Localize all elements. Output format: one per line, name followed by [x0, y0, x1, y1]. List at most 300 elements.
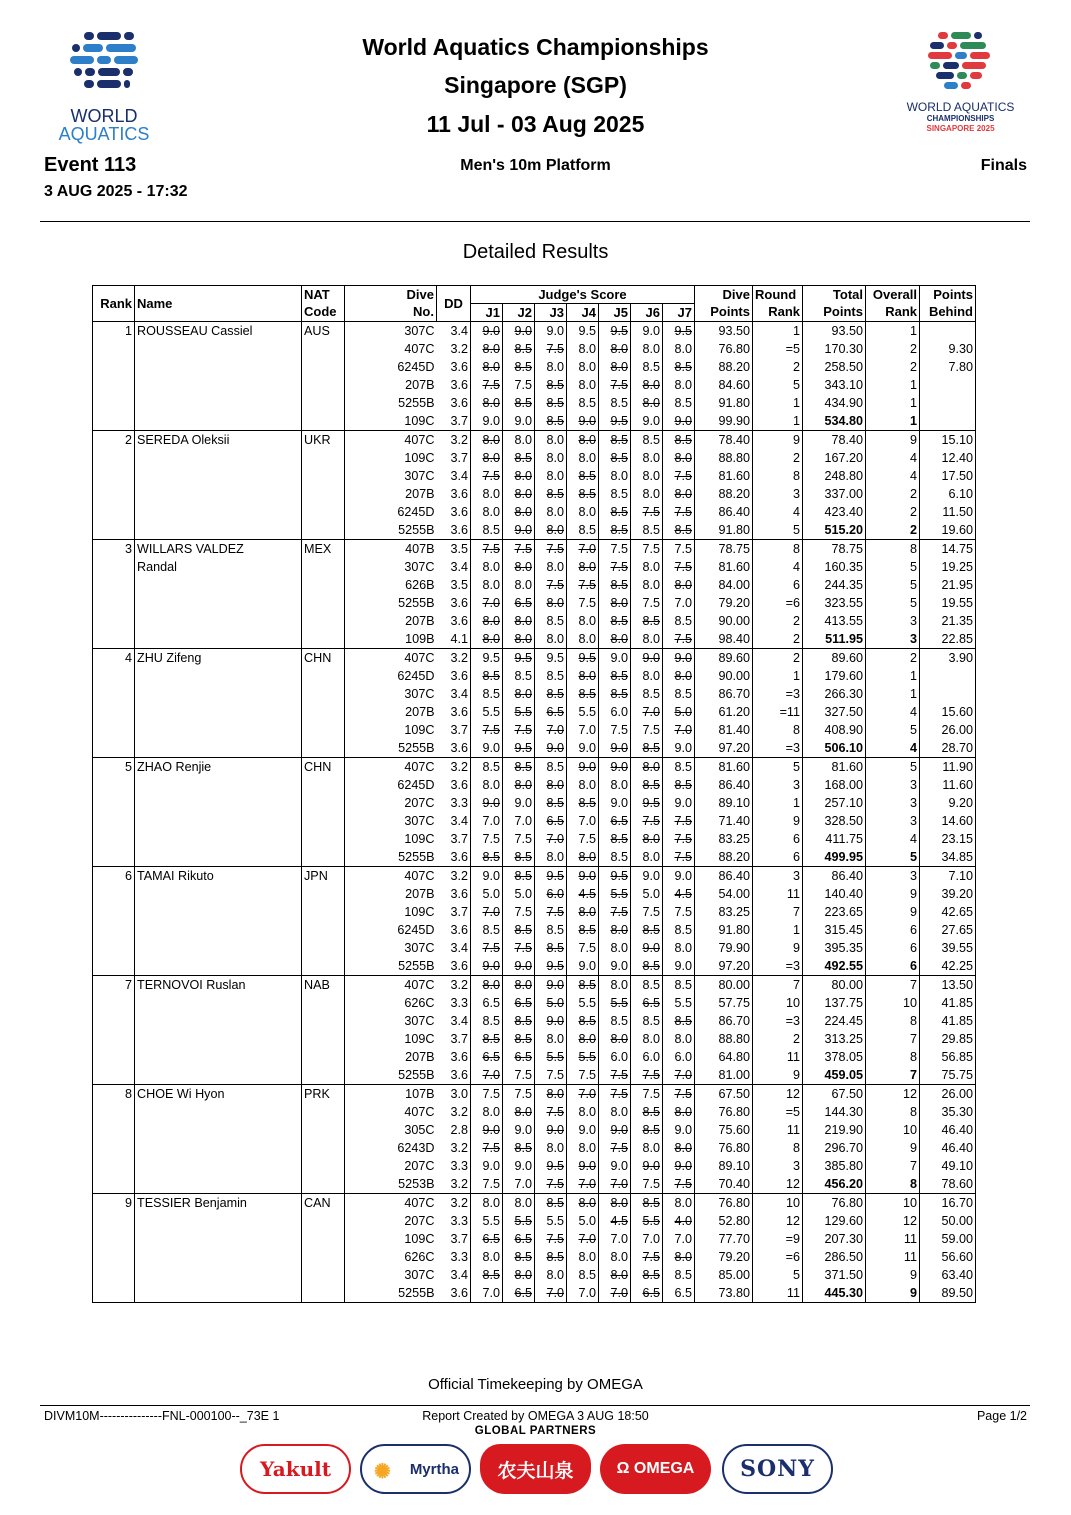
judge-score-j7	[663, 358, 695, 376]
athlete-nat: CAN	[302, 1194, 345, 1213]
judge-score-j5: 9.0	[599, 794, 631, 812]
dive-number: 5255B	[345, 1284, 437, 1303]
dive-points: 81.60	[695, 467, 753, 485]
judge-score-j1: 8.5	[471, 685, 503, 703]
dive-number: 207C	[345, 794, 437, 812]
discarded-score: 8.0	[514, 613, 532, 628]
discarded-score: 8.0	[546, 522, 564, 537]
dive-points: 89.10	[695, 1157, 753, 1175]
athlete-name: ZHU Zifeng	[135, 649, 302, 668]
athlete-nat	[302, 1248, 345, 1266]
overall-rank: 2	[866, 340, 920, 358]
discarded-score: 8.0	[610, 922, 628, 937]
judge-score-j7: 9.0	[663, 957, 695, 976]
overall-rank: 10	[866, 1121, 920, 1139]
judge-score-j1	[471, 540, 503, 559]
discarded-score: 7.5	[642, 1249, 660, 1264]
judge-score-j1	[471, 1266, 503, 1284]
judge-score-j7: 8.5	[663, 758, 695, 777]
dive-row	[93, 485, 976, 503]
judge-score-j4: 8.0	[567, 776, 599, 794]
dive-dd: 3.6	[437, 1284, 471, 1303]
round-rank: =5	[753, 1103, 803, 1121]
judge-score-j7	[663, 630, 695, 649]
judge-score-j3	[535, 794, 567, 812]
discarded-score: 4.5	[578, 886, 596, 901]
judge-score-j1: 8.0	[471, 558, 503, 576]
athlete-rank	[93, 1030, 135, 1048]
discarded-score: 8.5	[642, 1122, 660, 1137]
judge-score-j3: 8.0	[535, 558, 567, 576]
judge-score-j6	[631, 830, 663, 848]
dive-number: 109C	[345, 1230, 437, 1248]
judge-score-j6	[631, 776, 663, 794]
judge-score-j3: 8.0	[535, 503, 567, 521]
discarded-score: 9.0	[674, 1158, 692, 1173]
discarded-score: 8.5	[642, 1267, 660, 1282]
athlete-name	[135, 612, 302, 630]
points-behind: 27.65	[920, 921, 976, 939]
judge-score-j5	[599, 412, 631, 431]
dive-row	[93, 1284, 976, 1303]
judge-score-j2	[503, 776, 535, 794]
judge-score-j1: 9.0	[471, 739, 503, 758]
athlete-nat	[302, 576, 345, 594]
dive-dd: 3.6	[450, 359, 468, 374]
discarded-score: 8.0	[514, 486, 532, 501]
sponsor-myrtha-text: Myrtha	[409, 1460, 459, 1478]
dive-number: 5255B	[345, 739, 437, 758]
judge-score-j3	[535, 1284, 567, 1303]
judge-score-j2: 8.0	[503, 576, 535, 594]
judge-score-j1: 8.0	[471, 503, 503, 521]
athlete-name	[135, 1157, 302, 1175]
dive-row	[93, 812, 976, 830]
dive-row	[93, 340, 976, 358]
dive-dd: 3.6	[450, 886, 468, 901]
dive-points: 81.60	[695, 758, 753, 777]
judge-score-j5: 8.0	[599, 939, 631, 957]
championship-title: World Aquatics Championships	[362, 34, 709, 60]
dive-row	[93, 867, 976, 886]
judge-score-j3	[535, 685, 567, 703]
discarded-score: 6.5	[514, 1231, 532, 1246]
discarded-score: 8.0	[610, 1267, 628, 1282]
judge-score-j7	[663, 1066, 695, 1085]
athlete-nat	[302, 1230, 345, 1248]
discarded-score: 7.5	[610, 1086, 628, 1101]
overall-rank: 3	[866, 794, 920, 812]
discarded-score: 9.0	[546, 740, 564, 755]
points-behind: 11.90	[920, 758, 976, 777]
judge-score-j6	[631, 921, 663, 939]
dive-number: 5255B	[345, 1066, 437, 1085]
judge-score-j6: 7.5	[631, 1175, 663, 1194]
judge-score-j1: 5.5	[471, 703, 503, 721]
judge-score-j6	[631, 1212, 663, 1230]
discarded-score: 6.5	[546, 704, 564, 719]
judge-score-j4: 9.0	[567, 1121, 599, 1139]
total-points: 137.75	[803, 994, 866, 1012]
points-behind: 42.65	[920, 903, 976, 921]
dive-points: 91.80	[695, 521, 753, 540]
athlete-rank	[93, 921, 135, 939]
sponsor-nongfu-logo: 农夫山泉	[480, 1444, 591, 1494]
judge-score-j3	[535, 1048, 567, 1066]
judge-score-j1	[471, 903, 503, 921]
judge-score-j1: 7.5	[471, 1085, 503, 1104]
judge-score-j5	[599, 1194, 631, 1213]
dive-points: 79.20	[695, 594, 753, 612]
discarded-score: 7.5	[546, 541, 564, 556]
judge-score-j6	[631, 394, 663, 412]
discarded-score: 8.5	[482, 1267, 500, 1282]
points-behind: 19.25	[920, 558, 976, 576]
athlete-name	[135, 358, 302, 376]
overall-rank: 2	[866, 521, 920, 540]
athlete-name: WILLARS VALDEZ	[135, 540, 302, 559]
athlete-rank	[93, 1266, 135, 1284]
athlete-nat: CHN	[302, 758, 345, 777]
judge-score-j7: 9.0	[663, 867, 695, 886]
discarded-score: 8.5	[674, 1013, 692, 1028]
athlete-rank	[93, 739, 135, 758]
judge-score-j7: 9.0	[663, 1121, 695, 1139]
total-points: 411.75	[803, 830, 866, 848]
discarded-score: 8.0	[514, 1267, 532, 1282]
discarded-score: 7.0	[674, 1067, 692, 1082]
round-rank: 1	[753, 322, 803, 341]
discarded-score: 8.5	[642, 777, 660, 792]
discarded-score: 7.5	[674, 631, 692, 646]
dive-points: 75.60	[695, 1121, 753, 1139]
discarded-score: 8.5	[514, 1249, 532, 1264]
dive-points: 83.25	[695, 903, 753, 921]
points-behind: 56.60	[920, 1248, 976, 1266]
dive-row	[93, 1175, 976, 1194]
athlete-rank	[93, 612, 135, 630]
points-behind: 89.50	[920, 1284, 976, 1303]
judge-score-j1: 8.0	[471, 1248, 503, 1266]
judge-score-j2: 7.0	[503, 812, 535, 830]
points-behind: 21.35	[920, 612, 976, 630]
col-points-behind-2: Behind	[920, 304, 976, 322]
judge-score-j6	[631, 758, 663, 777]
discarded-score: 8.5	[674, 359, 692, 374]
judge-score-j6	[631, 794, 663, 812]
col-dive: Dive	[345, 286, 437, 304]
footer-divider	[40, 1405, 1030, 1406]
judge-score-j2	[503, 1012, 535, 1030]
dive-number: 307C	[345, 685, 437, 703]
dive-number: 207C	[345, 1157, 437, 1175]
overall-rank: 2	[866, 503, 920, 521]
overall-rank: 3	[866, 776, 920, 794]
judge-score-j1: 7.5	[471, 1175, 503, 1194]
dive-number: 307C	[345, 1266, 437, 1284]
overall-rank: 7	[866, 1030, 920, 1048]
discarded-score: 7.5	[610, 559, 628, 574]
points-behind	[920, 685, 976, 703]
dive-row	[93, 1048, 976, 1066]
discarded-score: 8.0	[610, 1031, 628, 1046]
judge-score-j6	[631, 939, 663, 957]
myrtha-sun-icon: ✺	[374, 1461, 391, 1483]
col-j2: J2	[503, 304, 535, 322]
athlete-nat	[302, 521, 345, 540]
discarded-score: 9.5	[578, 650, 596, 665]
discarded-score: 6.5	[642, 1285, 660, 1300]
judge-score-j2	[503, 1103, 535, 1121]
dive-dd: 3.3	[450, 995, 468, 1010]
total-points: 343.10	[803, 376, 866, 394]
discarded-score: 4.0	[674, 1213, 692, 1228]
points-behind: 46.40	[920, 1139, 976, 1157]
athlete-rank	[93, 1248, 135, 1266]
col-rank: Rank	[93, 286, 135, 322]
round-rank: 2	[753, 358, 803, 376]
judge-score-j2: 8.0	[503, 1194, 535, 1213]
dive-dd: 3.5	[437, 540, 471, 559]
dive-points: 86.40	[695, 776, 753, 794]
dive-number: 109C	[345, 830, 437, 848]
judge-score-j7	[663, 521, 695, 540]
athlete-rank	[93, 685, 135, 703]
points-behind: 42.25	[920, 957, 976, 976]
discarded-score: 8.5	[514, 395, 532, 410]
dive-row	[93, 957, 976, 976]
points-behind: 15.60	[920, 703, 976, 721]
judge-score-j4: 7.5	[567, 1066, 599, 1085]
discarded-score: 8.5	[546, 940, 564, 955]
discarded-score: 7.5	[546, 577, 564, 592]
dive-number: 407C	[345, 867, 437, 886]
athlete-nat	[302, 812, 345, 830]
total-points: 160.35	[803, 558, 866, 576]
judge-score-j1: 5.0	[471, 885, 503, 903]
dive-dd: 3.0	[437, 1085, 471, 1104]
dive-row	[93, 921, 976, 939]
points-behind	[920, 667, 976, 685]
judge-score-j1: 6.5	[471, 994, 503, 1012]
athlete-rank	[93, 394, 135, 412]
judge-score-j5	[599, 921, 631, 939]
judge-score-j4	[567, 1012, 599, 1030]
dive-dd: 3.4	[437, 322, 471, 341]
discarded-score: 8.5	[578, 468, 596, 483]
judge-score-j4	[567, 649, 599, 668]
athlete-rank	[93, 521, 135, 540]
dive-points: 85.00	[695, 1266, 753, 1284]
judge-score-j6	[631, 1121, 663, 1139]
judge-score-j3: 8.5	[535, 667, 567, 685]
points-behind	[920, 412, 976, 431]
discarded-score: 8.5	[610, 504, 628, 519]
judge-score-j5	[599, 1284, 631, 1303]
judge-score-j3	[535, 521, 567, 540]
discarded-score: 9.0	[674, 650, 692, 665]
judge-score-j1: 7.0	[471, 812, 503, 830]
discarded-score: 9.0	[578, 1158, 596, 1173]
athlete-rank: 6	[93, 867, 135, 886]
athlete-name	[135, 1048, 302, 1066]
judge-score-j6	[631, 649, 663, 668]
judge-score-j4	[567, 431, 599, 450]
points-behind: 7.80	[920, 358, 976, 376]
total-points: 408.90	[803, 721, 866, 739]
judge-score-j7	[663, 703, 695, 721]
judge-score-j4	[567, 1157, 599, 1175]
overall-rank: 3	[866, 867, 920, 886]
judge-score-j7	[663, 830, 695, 848]
discarded-score: 8.0	[674, 1249, 692, 1264]
judge-score-j6: 8.5	[631, 685, 663, 703]
judge-score-j2	[503, 921, 535, 939]
judge-score-j5	[599, 612, 631, 630]
round-rank: 6	[753, 848, 803, 867]
points-behind: 39.20	[920, 885, 976, 903]
athlete-name	[135, 776, 302, 794]
judge-score-j3	[535, 1012, 567, 1030]
dive-number: 5255B	[345, 594, 437, 612]
total-points: 492.55	[803, 957, 866, 976]
judge-score-j7: 6.0	[663, 1048, 695, 1066]
discarded-score: 8.0	[610, 359, 628, 374]
discarded-score: 6.5	[482, 1049, 500, 1064]
athlete-rank: 1	[93, 322, 135, 341]
judge-score-j7: 8.5	[663, 1266, 695, 1284]
discarded-score: 7.5	[674, 559, 692, 574]
points-behind: 21.95	[920, 576, 976, 594]
judge-score-j1: 8.5	[471, 758, 503, 777]
discarded-score: 7.5	[546, 341, 564, 356]
discarded-score: 7.5	[482, 1140, 500, 1155]
dive-points: 78.75	[695, 540, 753, 559]
athlete-nat	[302, 739, 345, 758]
athlete-name	[135, 594, 302, 612]
discarded-score: 7.5	[482, 722, 500, 737]
dive-dd: 3.6	[450, 704, 468, 719]
judge-score-j3: 8.0	[535, 1139, 567, 1157]
dive-dd: 3.2	[437, 1194, 471, 1213]
points-behind: 14.75	[920, 540, 976, 559]
dive-number: 207B	[345, 885, 437, 903]
dive-row	[93, 1066, 976, 1085]
judge-score-j3	[535, 976, 567, 995]
judge-score-j1: 9.0	[471, 412, 503, 431]
judge-score-j4: 8.0	[567, 1248, 599, 1266]
dive-row	[93, 721, 976, 739]
judge-score-j6: 8.0	[631, 630, 663, 649]
dive-dd: 3.6	[450, 613, 468, 628]
judge-score-j4	[567, 1194, 599, 1213]
points-behind: 26.00	[920, 1085, 976, 1104]
judge-score-j2: 7.5	[503, 1066, 535, 1085]
discarded-score: 7.5	[642, 504, 660, 519]
judge-score-j1: 9.0	[471, 867, 503, 886]
judge-score-j1	[471, 1066, 503, 1085]
dive-row	[93, 848, 976, 867]
dive-points: 97.20	[695, 739, 753, 758]
discarded-score: 7.5	[610, 377, 628, 392]
round-rank: 3	[753, 485, 803, 503]
dive-points: 89.10	[695, 794, 753, 812]
dive-dd: 3.6	[450, 595, 468, 610]
athlete-nat	[302, 485, 345, 503]
dive-points: 54.00	[695, 885, 753, 903]
world-aquatics-logo	[44, 30, 164, 144]
judge-score-j3: 8.0	[535, 449, 567, 467]
athlete-name	[135, 994, 302, 1012]
discarded-score: 9.5	[610, 868, 628, 883]
overall-rank: 4	[866, 467, 920, 485]
dive-number: 207B	[345, 703, 437, 721]
judge-score-j6: 5.0	[631, 885, 663, 903]
judge-score-j1	[471, 794, 503, 812]
athlete-name	[135, 1230, 302, 1248]
judge-score-j3	[535, 957, 567, 976]
discarded-score: 7.5	[482, 541, 500, 556]
judge-score-j2	[503, 340, 535, 358]
judge-score-j2	[503, 867, 535, 886]
athlete-nat	[302, 1157, 345, 1175]
round-rank: 2	[753, 449, 803, 467]
points-behind: 46.40	[920, 1121, 976, 1139]
judge-score-j7: 8.0	[663, 939, 695, 957]
judge-score-j6: 6.0	[631, 1048, 663, 1066]
judge-score-j4: 8.0	[567, 1139, 599, 1157]
total-points: 456.20	[803, 1175, 866, 1194]
dive-row	[93, 540, 976, 559]
discarded-score: 8.0	[514, 468, 532, 483]
judge-score-j7	[663, 848, 695, 867]
judge-score-j1	[471, 340, 503, 358]
dive-dd: 3.7	[450, 722, 468, 737]
total-points: 459.05	[803, 1066, 866, 1085]
overall-rank: 3	[866, 812, 920, 830]
athlete-nat	[302, 412, 345, 431]
judge-score-j2	[503, 630, 535, 649]
judge-score-j2: 9.0	[503, 794, 535, 812]
judge-score-j5	[599, 867, 631, 886]
total-points: 93.50	[803, 322, 866, 341]
round-rank: 5	[753, 376, 803, 394]
judge-score-j2	[503, 1139, 535, 1157]
judge-score-j6: 7.5	[631, 540, 663, 559]
judge-score-j2: 8.0	[503, 431, 535, 450]
dive-number: 626B	[345, 576, 437, 594]
total-points: 170.30	[803, 340, 866, 358]
athlete-name	[135, 521, 302, 540]
col-total-points: Total	[803, 286, 866, 304]
judge-score-j4	[567, 412, 599, 431]
judge-score-j2	[503, 1230, 535, 1248]
round-rank: 11	[753, 885, 803, 903]
athlete-nat	[302, 685, 345, 703]
dive-row	[93, 1103, 976, 1121]
round-rank: 1	[753, 394, 803, 412]
discarded-score: 7.5	[674, 468, 692, 483]
athlete-name	[135, 667, 302, 685]
judge-score-j3	[535, 1157, 567, 1175]
judge-score-j7	[663, 776, 695, 794]
dive-points: 76.80	[695, 1194, 753, 1213]
athlete-rank: 5	[93, 758, 135, 777]
dive-row	[93, 576, 976, 594]
discarded-score: 9.0	[514, 522, 532, 537]
athlete-name	[135, 812, 302, 830]
dive-points: 80.00	[695, 976, 753, 995]
